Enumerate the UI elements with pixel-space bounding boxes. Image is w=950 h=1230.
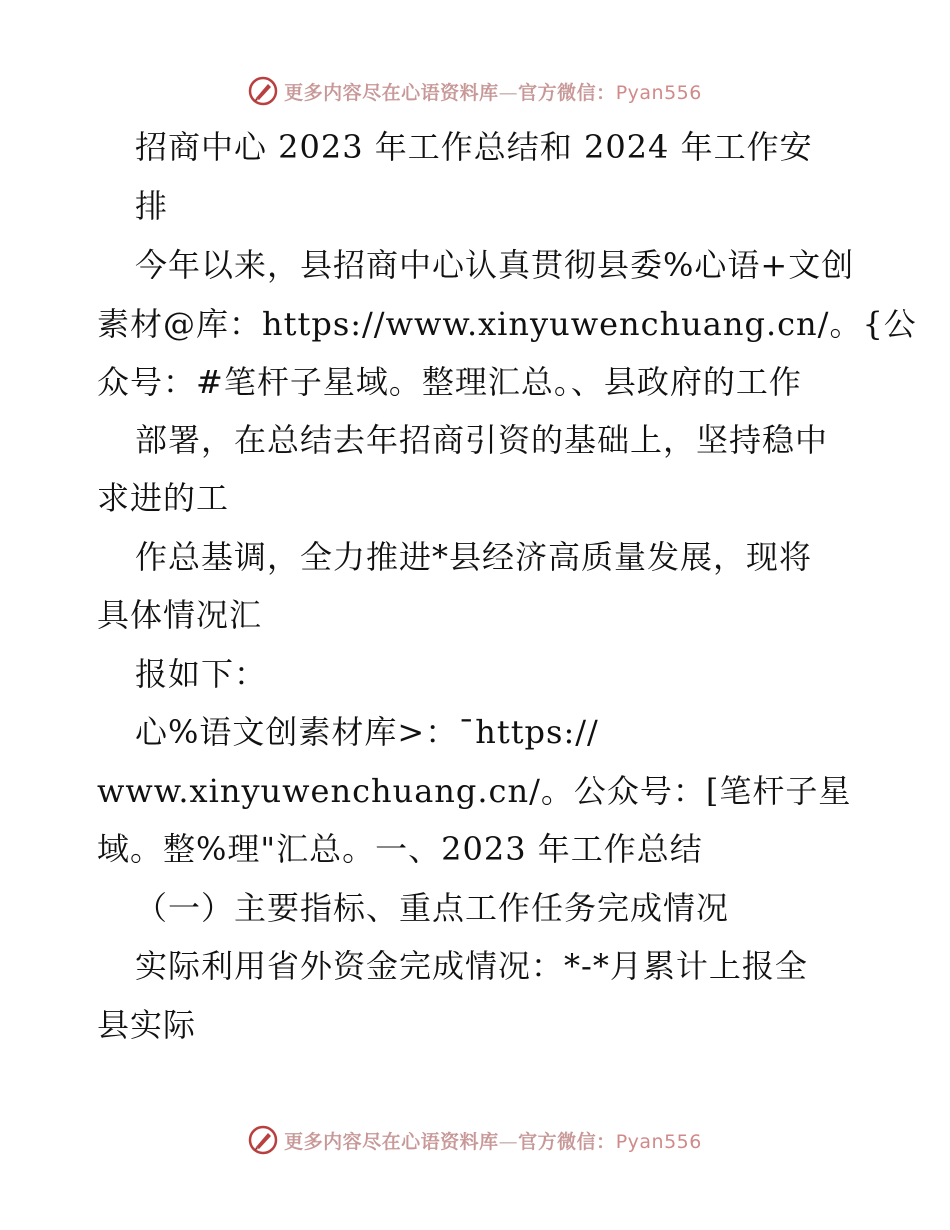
banner-account: Pyan556 [615, 1130, 702, 1153]
doc-paragraph-line: 今年以来，县招商中心认真贯彻县委%心语+文创 [135, 246, 855, 284]
banner-label: 官方微信： [518, 81, 616, 104]
doc-paragraph-line: 众号：#笔杆子星域。整理汇总。、县政府的工作 [97, 363, 802, 401]
doc-title-line-1: 招商中心 2023 年工作总结和 2024 年工作安 [135, 128, 813, 166]
banner-brand: 更多内容尽在心语资料库 [284, 1130, 499, 1153]
doc-paragraph-line: 实际利用省外资金完成情况：*-*月累计上报全 [135, 947, 808, 985]
doc-paragraph-line: 报如下： [135, 655, 268, 693]
doc-paragraph-line: 作总基调，全力推进*县经济高质量发展，现将 [135, 538, 813, 576]
banner-text [284, 1127, 702, 1154]
header-banner [0, 71, 950, 111]
pen-logo-icon [248, 1125, 278, 1155]
doc-paragraph-line: 县实际 [97, 1006, 197, 1044]
doc-paragraph-line: 部署，在总结去年招商引资的基础上，坚持稳中 [135, 421, 829, 459]
doc-paragraph-line: 心%语文创素材库>：¯https:// [135, 713, 599, 751]
doc-section-heading: （一）主要指标、重点工作任务完成情况 [135, 889, 730, 927]
banner-account: Pyan556 [615, 81, 702, 104]
doc-paragraph-line: 具体情况汇 [97, 596, 263, 634]
banner-text [284, 78, 702, 105]
banner-label: 官方微信： [518, 1130, 616, 1153]
doc-title-line-2: 排 [135, 187, 169, 225]
banner-separator: — [498, 1130, 519, 1153]
doc-paragraph-line: 素材@库：https://www.xinyuwenchuang.cn/。{公 [97, 305, 917, 343]
banner-brand: 更多内容尽在心语资料库 [284, 81, 499, 104]
doc-paragraph-line: www.xinyuwenchuang.cn/。公众号：[笔杆子星 [97, 772, 852, 810]
pen-logo-icon [248, 76, 278, 106]
banner-separator: — [498, 81, 519, 104]
doc-paragraph-line: 求进的工 [97, 479, 230, 517]
footer-banner [0, 1120, 950, 1160]
doc-paragraph-line: 域。整%理"汇总。一、2023 年工作总结 [97, 830, 703, 868]
